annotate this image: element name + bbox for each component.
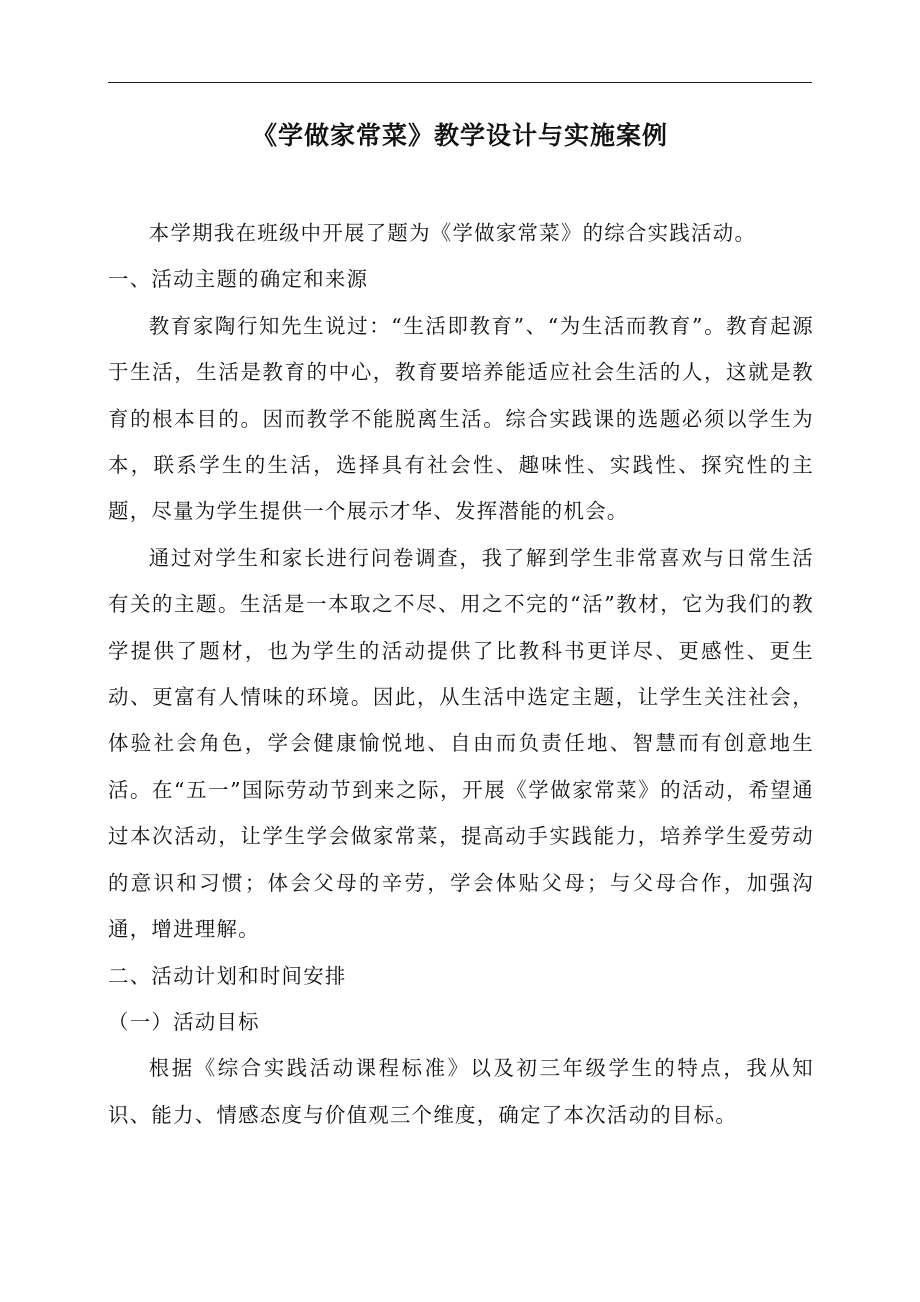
section-1-heading: 一、活动主题的确定和来源: [108, 267, 369, 292]
section-1-paragraph-2: 通过对学生和家长进行问卷调查，我了解到学生非常喜欢与日常生活有关的主题。生活是一本取之不尽、用之不完的“活”教材，它为我们的教学提供了题材，也为学生的活动提供了比教科书更详尽、更感性、更生动、更富有人情味的环境。因此，从生活中选定主题，让学生关注社会，体验社会角色，学会健康愉悦地、自由而负责任地、智慧而有创意地生活。在“五一”国际劳动节到来之际，开展《学做家常菜》的活动，希望通过本次活动，让学生学会做家常菜，提高动手实践能力，培养学生爱劳动的意识和习惯；体会父母的辛劳，学会体贴父母；与父母合作，加强沟通，增进理解。: [108, 545, 814, 942]
section-2-heading: 二、活动计划和时间安排: [108, 963, 347, 988]
intro-paragraph: 本学期我在班级中开展了题为《学做家常菜》的综合实践活动。: [148, 221, 757, 245]
header-rule: [108, 82, 812, 83]
section-2-subheading: （一）活动目标: [108, 1009, 260, 1034]
document-body: [108, 210, 814, 1138]
section-2-paragraph-1: 根据《综合实践活动课程标准》以及初三年级学生的特点，我从知识、能力、情感态度与价值观三个维度，确定了本次活动的目标。: [108, 1056, 814, 1127]
document-title: 《学做家常菜》教学设计与实施案例: [251, 121, 668, 150]
section-1-paragraph-1: 教育家陶行知先生说过：“生活即教育”、“为生活而教育”。教育起源于生活，生活是教育的中心，教育要培养能适应社会生活的人，这就是教育的根本目的。因而教学不能脱离生活。综合实践课的选题必须以学生为本，联系学生的生活，选择具有社会性、趣味性、实践性、探究性的主题，尽量为学生提供一个展示才华、发挥潜能的机会。: [108, 313, 814, 524]
